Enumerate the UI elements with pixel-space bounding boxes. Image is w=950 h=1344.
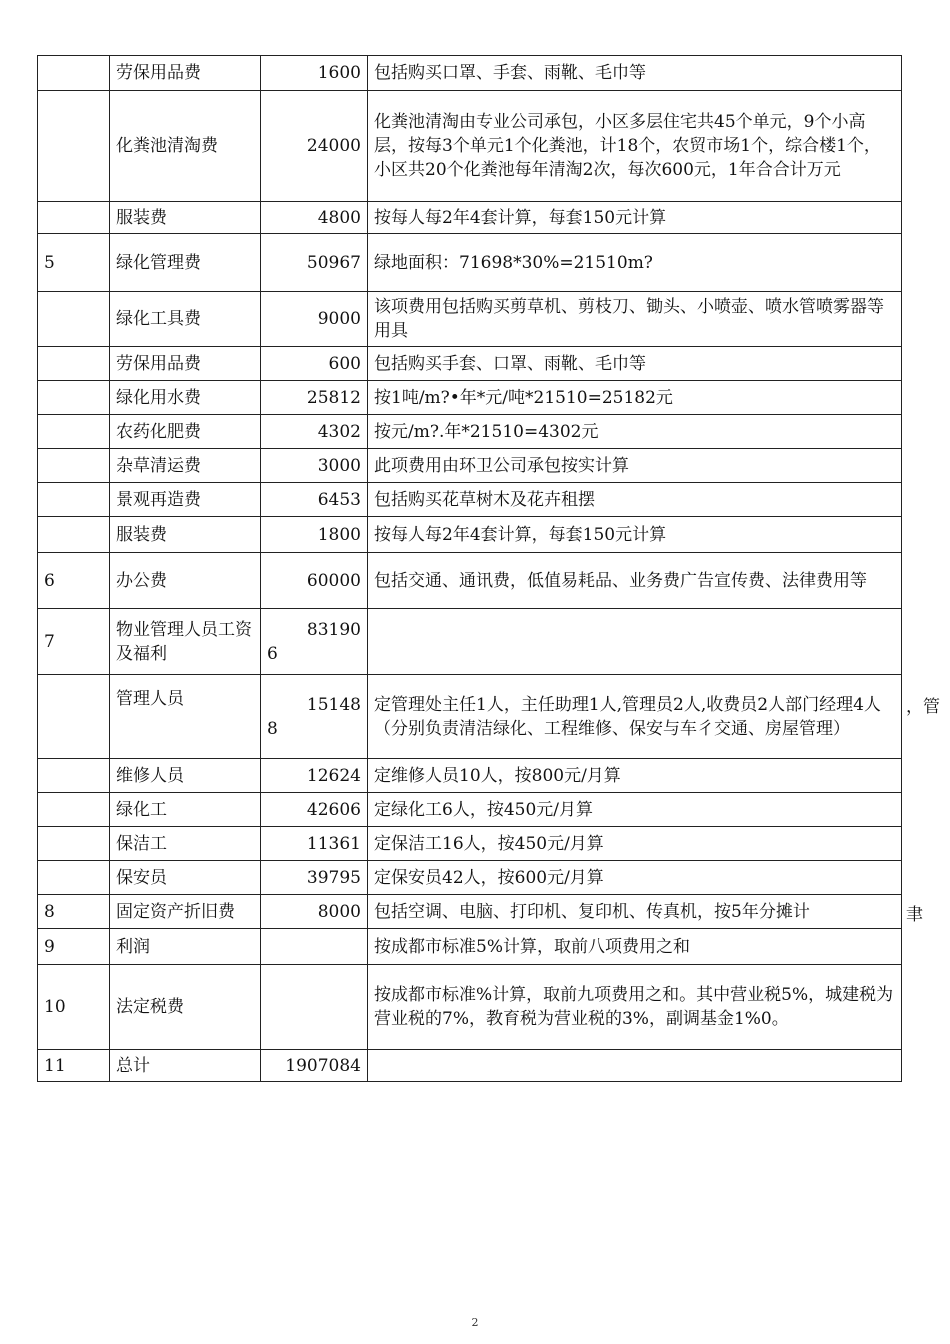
row-item: 总计 [110,1050,261,1082]
amount-main: 15148 [306,694,361,715]
amount-overflow: 8 [267,718,278,739]
table-row [38,234,902,292]
row-note: 定保安员42人，按600元/月算 [368,861,902,895]
row-number: 10 [38,965,110,1050]
table-row [38,895,902,929]
row-number [38,517,110,553]
row-note: 化粪池清淘由专业公司承包，小区多层住宅共45个单元，9个小高层，按每3个单元1个化粪池，计18个，农贸市场1个，综合楼1个，小区共20个化粪池每年清淘2次，每次600元，1年合合计万元 [368,91,902,202]
table-row [38,56,902,91]
row-item: 服装费 [110,517,261,553]
table-row [38,929,902,965]
row-note: 定维修人员10人，按800元/月算 [368,759,902,793]
row-amount: 25812 [261,381,368,415]
table-row [38,553,902,609]
table-row [38,415,902,449]
row-note: 定绿化工6人，按450元/月算 [368,793,902,827]
table-row [38,347,902,381]
row-item: 固定资产折旧费 [110,895,261,929]
row-amount: 4302 [261,415,368,449]
row-item: 绿化用水费 [110,381,261,415]
row-note: 按每人每2年4套计算，每套150元计算 [368,202,902,234]
row-number [38,292,110,347]
row-amount: 600 [261,347,368,381]
row-note: 包括购买手套、口罩、雨靴、毛巾等 [368,347,902,381]
row-item: 化粪池清淘费 [110,91,261,202]
row-amount: 1600 [261,56,368,91]
row-amount: 8000 [261,895,368,929]
row-amount: 11361 [261,827,368,861]
table-row [38,759,902,793]
row-note: 定保洁工16人，按450元/月算 [368,827,902,861]
row-number [38,759,110,793]
table-row [38,827,902,861]
row-amount: 60000 [261,553,368,609]
row-amount: 6453 [261,483,368,517]
row-note: 该项费用包括购买剪草机、剪枝刀、锄头、小喷壶、喷水管喷雾器等用具 [368,292,902,347]
margin-fragment: ，管 [906,697,940,717]
row-number [38,415,110,449]
table-row [38,675,902,759]
row-item: 服装费 [110,202,261,234]
row-item: 劳保用品费 [110,56,261,91]
row-number: 8 [38,895,110,929]
row-item: 保洁工 [110,827,261,861]
table-row [38,449,902,483]
table-row [38,861,902,895]
row-note: 包括购买口罩、手套、雨靴、毛巾等 [368,56,902,91]
table-row [38,381,902,415]
row-item: 绿化工 [110,793,261,827]
row-amount [261,675,368,759]
row-note: 按1吨/m?•年*元/吨*21510=25182元 [368,381,902,415]
row-number [38,861,110,895]
row-item: 杂草清运费 [110,449,261,483]
row-amount: 4800 [261,202,368,234]
row-note: 绿地面积：71698*30%=21510m? [368,234,902,292]
row-amount: 12624 [261,759,368,793]
table-row [38,517,902,553]
row-number: 6 [38,553,110,609]
row-number: 9 [38,929,110,965]
row-item: 维修人员 [110,759,261,793]
row-note [368,1050,902,1082]
row-note: 定管理处主任1人，主任助理1人,管理员2人,收费员2人部门经理4人（分别负责清洁绿化、工程维修、保安与车彳交通、房屋管理） [368,675,902,759]
row-number [38,56,110,91]
row-amount [261,609,368,675]
row-amount [261,965,368,1050]
row-number [38,347,110,381]
row-item: 农药化肥费 [110,415,261,449]
row-amount: 1907084 [261,1050,368,1082]
row-note: 按每人每2年4套计算，每套150元计算 [368,517,902,553]
table-row [38,91,902,202]
table-row [38,292,902,347]
row-number [38,381,110,415]
amount-overflow: 6 [267,643,278,664]
row-note: 包括空调、电脑、打印机、复印机、传真机，按5年分摊计 [368,895,902,929]
row-item: 利润 [110,929,261,965]
row-item: 办公费 [110,553,261,609]
row-item: 管理人员 [110,675,261,759]
amount-main: 83190 [306,619,361,640]
row-amount [261,929,368,965]
row-amount: 39795 [261,861,368,895]
row-item: 劳保用品费 [110,347,261,381]
row-amount: 24000 [261,91,368,202]
row-item: 景观再造费 [110,483,261,517]
row-number [38,202,110,234]
row-number: 5 [38,234,110,292]
row-note: 包括购买花草树木及花卉租摆 [368,483,902,517]
table-row [38,793,902,827]
row-note: 包括交通、通讯费，低值易耗品、业务费广告宣传费、法律费用等 [368,553,902,609]
row-amount: 50967 [261,234,368,292]
table-row [38,965,902,1050]
row-number [38,91,110,202]
row-amount: 3000 [261,449,368,483]
table-row [38,202,902,234]
row-number: 11 [38,1050,110,1082]
expense-table [37,55,902,1082]
row-note: 此项费用由环卫公司承包按实计算 [368,449,902,483]
table-row [38,483,902,517]
row-number [38,483,110,517]
row-item: 保安员 [110,861,261,895]
row-item: 绿化工具费 [110,292,261,347]
row-note: 按成都市标准5%计算，取前八项费用之和 [368,929,902,965]
row-amount: 42606 [261,793,368,827]
row-item: 法定税费 [110,965,261,1050]
row-number: 7 [38,609,110,675]
row-number [38,675,110,759]
row-item: 物业管理人员工资及福利 [110,609,261,675]
row-item: 绿化管理费 [110,234,261,292]
row-note: 按成都市标准%计算，取前九项费用之和。其中营业税5%，城建税为营业税的7%，教育税为营业税的3%，副调基金1%0。 [368,965,902,1050]
margin-fragment: 聿 [906,905,923,925]
page-number: 2 [471,1316,479,1329]
row-note: 按元/m?.年*21510=4302元 [368,415,902,449]
row-amount: 9000 [261,292,368,347]
row-number [38,449,110,483]
table-row [38,1050,902,1082]
row-number [38,793,110,827]
row-amount: 1800 [261,517,368,553]
row-note [368,609,902,675]
row-number [38,827,110,861]
table-row [38,609,902,675]
